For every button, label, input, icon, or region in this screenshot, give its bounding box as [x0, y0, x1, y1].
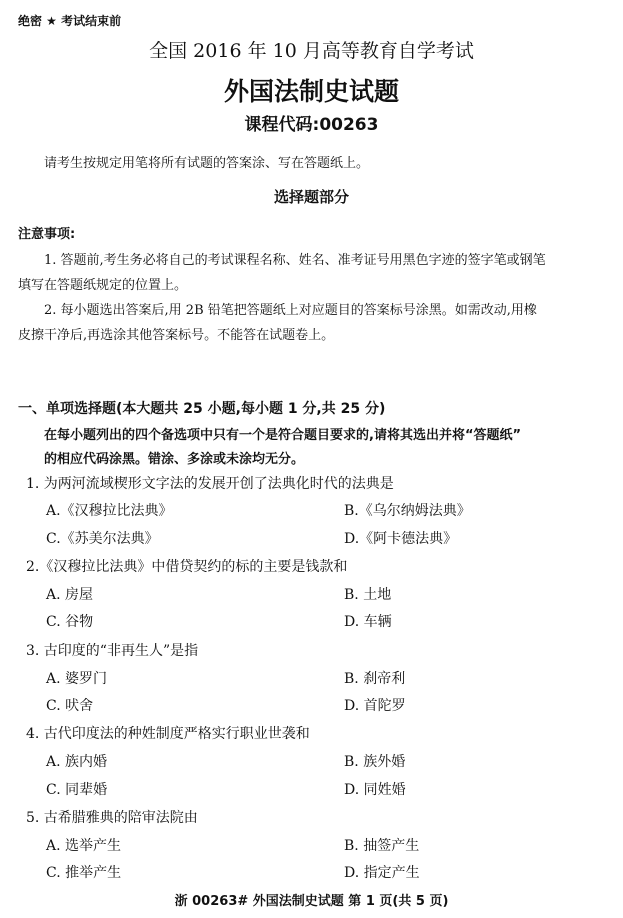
part-heading: 一、单项选择题(本大题共 25 小题,每小题 1 分,共 25 分) [18, 401, 386, 417]
answer-instruction: 请考生按规定用笔将所有试题的答案涂、写在答题纸上。 [44, 156, 370, 171]
exam-title: 全国 2016 年 10 月高等教育自学考试 [149, 40, 474, 62]
option-c: C. 同辈婚 [46, 782, 108, 798]
option-a: A. 婆罗门 [46, 671, 108, 687]
option-a: A. 选举产生 [46, 838, 122, 854]
notes-title: 注意事项: [18, 227, 76, 242]
part-description: 的相应代码涂黑。错涂、多涂或未涂均无分。 [44, 452, 305, 467]
question-stem: 1. 为两河流域楔形文字法的发展开创了法典化时代的法典是 [26, 476, 394, 492]
option-c: C. 吠舍 [46, 698, 94, 714]
section-heading: 选择题部分 [273, 188, 349, 206]
page-footer: 浙 00263# 外国法制史试题 第 1 页(共 5 页) [174, 894, 449, 909]
option-b: B. 抽签产生 [344, 838, 420, 854]
option-d: D. 同姓婚 [344, 782, 406, 798]
option-b: B. 族外婚 [344, 754, 406, 770]
option-b: B. 土地 [344, 587, 392, 603]
option-d: D. 指定产生 [344, 865, 420, 881]
option-b: B. 刹帝利 [344, 671, 406, 687]
option-d: D. 车辆 [344, 614, 392, 630]
option-a: A.《汉穆拉比法典》 [46, 503, 173, 519]
option-a: A. 族内婚 [46, 754, 108, 770]
option-c: C. 推举产生 [46, 865, 122, 881]
note-line: 填写在答题纸规定的位置上。 [18, 278, 188, 293]
note-line: 1. 答题前,考生务必将自己的考试课程名称、姓名、准考证号用黑色字迹的签字笔或钢笔 [44, 253, 546, 268]
option-c: C. 谷物 [46, 614, 94, 630]
question-stem: 5. 古希腊雅典的陪审法院由 [26, 810, 198, 826]
option-a: A. 房屋 [46, 587, 94, 603]
confidential-label: 绝密 ★ 考试结束前 [18, 14, 122, 28]
question-stem: 4. 古代印度法的种姓制度严格实行职业世袭和 [26, 726, 310, 742]
note-line: 2. 每小题选出答案后,用 2B 铅笔把答题纸上对应题目的答案标号涂黑。如需改动,用橡 [44, 303, 537, 318]
question-stem: 2.《汉穆拉比法典》中借贷契约的标的主要是钱款和 [26, 559, 348, 575]
option-d: D. 首陀罗 [344, 698, 406, 714]
paper-title: 外国法制史试题 [223, 77, 399, 106]
option-d: D.《阿卡德法典》 [344, 531, 458, 547]
option-c: C.《苏美尔法典》 [46, 531, 159, 547]
note-line: 皮擦干净后,再选涂其他答案标号。不能答在试题卷上。 [18, 328, 335, 343]
part-description: 在每小题列出的四个备选项中只有一个是符合题目要求的,请将其选出并将“答题纸” [44, 428, 522, 443]
course-code: 课程代码:00263 [244, 115, 379, 135]
question-stem: 3. 古印度的“非再生人”是指 [26, 643, 199, 659]
option-b: B.《乌尔纳姆法典》 [344, 503, 471, 519]
